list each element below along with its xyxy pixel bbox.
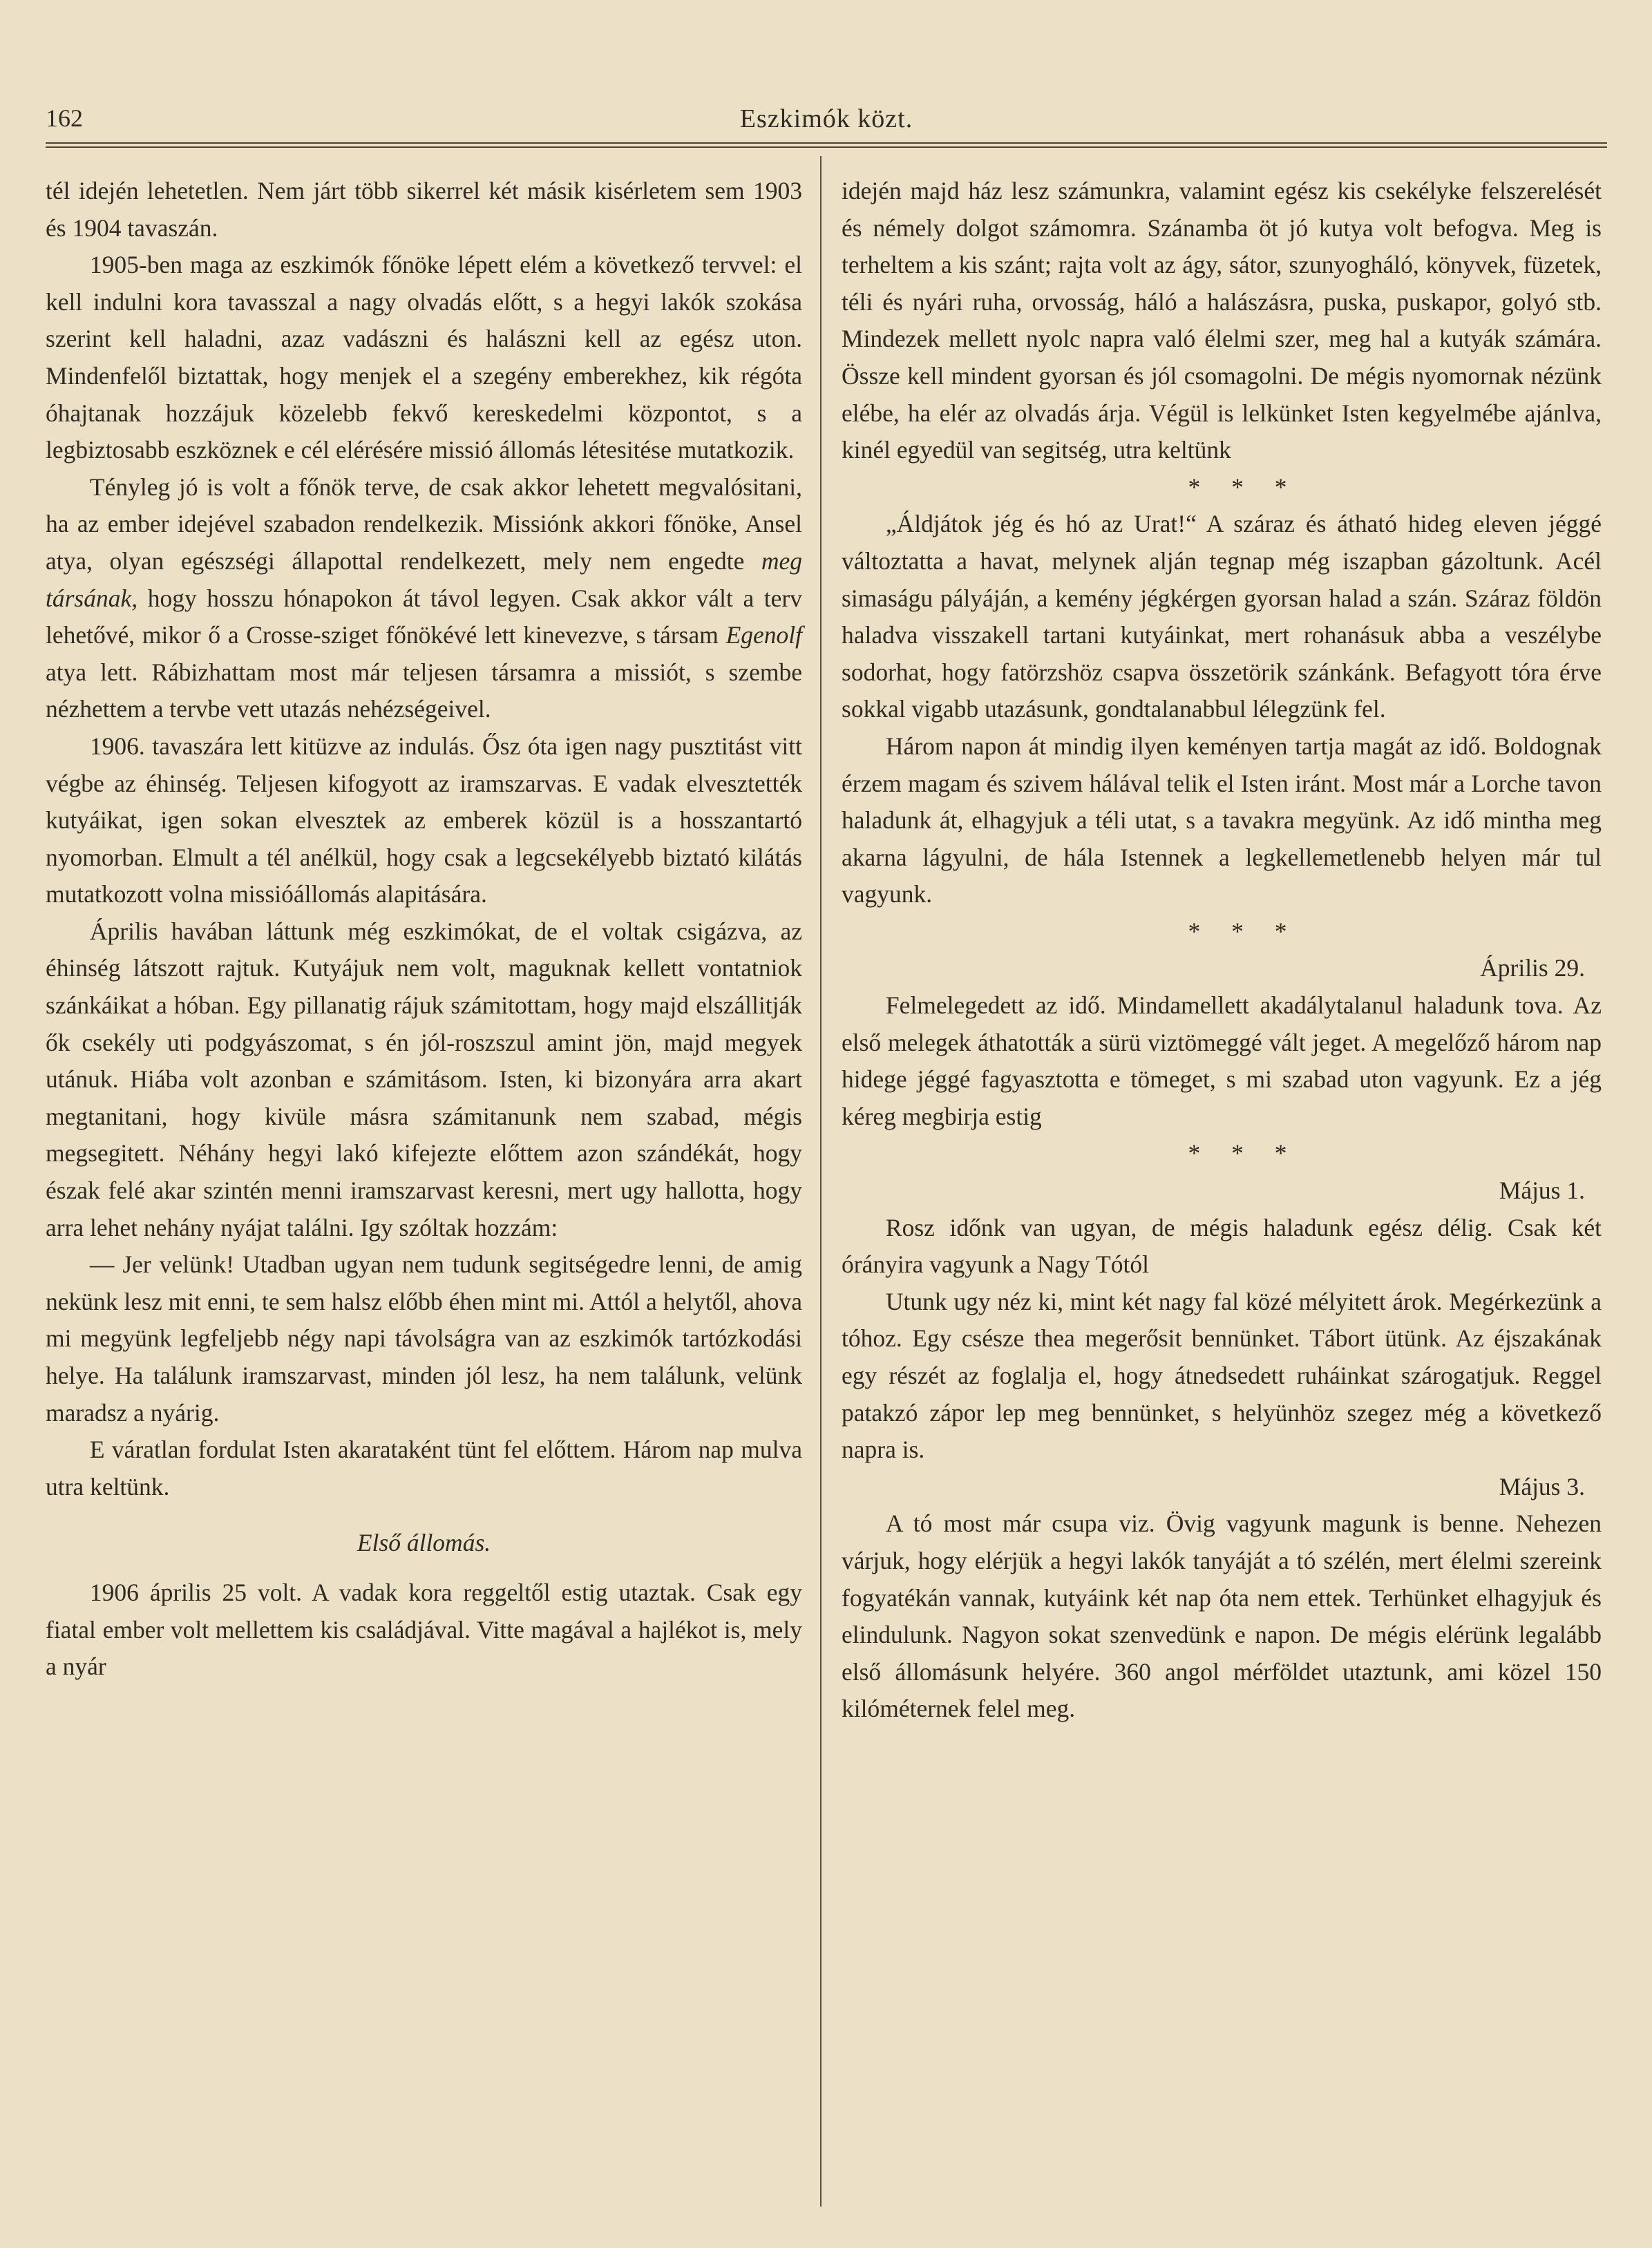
paragraph-text: atya lett. Rábizhattam most már teljesen társamra a missiót, s szembe nézhettem a tervbe vett utazás nehézségeivel. <box>46 658 802 723</box>
paragraph: — Jer velünk! Utadban ugyan nem tudunk segitségedre lenni, de amig nekünk lesz mit enni, te sem halsz előbb éhen mint mi. Attól a helytől, ahova mi megyünk legfeljebb négy napi távolságra van az eszkimók tartózkodási helye. Ha találunk iramszarvast, minden jól lesz, ha nem találunk, velünk maradsz a nyárig. <box>46 1250 802 1427</box>
paragraph: Április havában láttunk még eszkimókat, de el voltak csigázva, az éhinség látszott rajtuk. Kutyájuk nem volt, maguknak kellett vontatniok szánkáikat a hóban. Egy pillanatig rájuk számitottam, hogy majd elszállitják ők csekély uti podgyászomat, s én jól-roszszul amint jön, majd megyek utánuk. Hiába volt azonban e számitásom. Isten, ki bizonyára arra akart megtanitani, hogy kivüle másra számitanunk nem szabad, mégis megsegitett. Néhány hegyi lakó kifejezte előttem azon szándékát, hogy észak felé akar szintén menni iramszarvast keresni, mert ugy hallotta, hogy arra lehet nehány nyájat találni. Igy szóltak hozzám: <box>46 917 802 1241</box>
paragraph: „Áldjátok jég és hó az Urat!“ A száraz és átható hideg eleven jéggé változtatta a havat, melynek alján tegnap még iszapban gázoltunk. Acél simaságu pályáján, a kemény jégkérgen gyorsan halad a szán. Száraz földön haladva visszakell tartani kutyáinkat, mert rohanásuk abba a veszélybe sodorhat, hogy fatörzshöz csapva összetörik szánkánk. Befagyott tóra érve sokkal vigabb utazásunk, gondtalanabbul lélegzünk fel. <box>842 510 1602 723</box>
paragraph: idején majd ház lesz számunkra, valamint egész kis csekélyke felszerelését és némely dolgot számomra. Szánamba öt jó kutya volt befogva. Meg is terheltem a kis szánt; rajta volt az ágy, sátor, szunyogháló, könyvek, füzetek, téli és nyári ruha, orvosság, háló a halászásra, puska, puskapor, golyó stb. Mindezek mellett nyolc napra való élelmi szer, meg hal a kutyák számára. Össze kell mindent gyorsan és jól csomagolni. De mégis nyomornak nézünk elébe, ha elér az olvadás árja. Végül is lelkünket Isten kegyelmébe ajánlva, kinél egyedül van segitség, utra keltünk <box>842 177 1602 464</box>
header-rule-second <box>46 146 1607 148</box>
paragraph-text: hogy hosszu hónapokon át távol legyen. Csak akkor vált a terv lehetővé, mikor ő a Crosse-sziget főnökévé lett kinevezve, s társam <box>46 584 802 649</box>
paragraph: Rosz időnk van ugyan, de mégis haladunk egész délig. Csak két órányira vagyunk a Nagy Tótól <box>842 1213 1602 1279</box>
paragraph: Felmelegedett az idő. Mindamellett akadálytalanul haladunk tova. Az első melegek áthatották a sürü viztömeggé vált jeget. A megelőző három nap hidege jéggé fagyasztotta e tömeget, s mi szabad uton vagyunk. Ez a jég kéreg megbirja estig <box>842 991 1602 1130</box>
section-separator: * * * <box>1188 1139 1300 1168</box>
column-divider <box>820 156 822 2207</box>
page-number: 162 <box>46 104 83 132</box>
header-rule <box>46 142 1607 144</box>
page-header <box>46 104 1607 142</box>
left-column <box>46 173 802 1686</box>
paragraph: 1906. tavaszára lett kitüzve az indulás. Ősz óta igen nagy pusztitást vitt végbe az éhinség. Teljesen kifogyott az iramszarvas. E vadak elvesztették kutyáikat, igen sokan elvesztek az emberek közül is a hosszantartó nyomorban. Elmult a tél anélkül, hogy csak a legcsekélyebb biztató kilátás mutatkozott volna missióállomás alapitására. <box>46 732 802 908</box>
emphasis-text: meg társának, <box>46 546 802 612</box>
paragraph: Három napon át mindig ilyen keményen tartja magát az idő. Boldognak érzem magam és szivem hálával telik el Isten iránt. Most már a Lorche tavon haladunk át, elhagyjuk a téli utat, s a tavakra megyünk. Az idő mintha meg akarna lágyulni, de hála Istennek a legkellemetlenebb helyen már tul vagyunk. <box>842 732 1602 908</box>
paragraph: E váratlan fordulat Isten akarataként tünt fel előttem. Három nap mulva utra keltünk. <box>46 1436 802 1501</box>
section-heading: Első állomás. <box>357 1529 491 1557</box>
running-title: Eszkimók közt. <box>739 104 913 133</box>
paragraph-text: Tényleg jó is volt a főnök terve, de csak akkor lehetett megvalósitani, ha az ember idejével szabadon rendelkezik. Missiónk akkori főnöke, Ansel atya, olyan egészségi állapottal rendelkezett, mely nem engedte <box>46 473 802 575</box>
paragraph: A tó most már csupa viz. Övig vagyunk magunk is benne. Nehezen várjuk, hogy elérjük a hegyi lakók tanyáját a tó szélén, mert élelmi szereink fogyatékán vannak, kutyáink két nap óta nem ettek. Terhünket elhagyjuk és elindulunk. Nagyon sokat szenvedünk e napon. De mégis elérünk legalább első állomásunk helyére. 360 angol mérföldet utaztunk, ami közel 150 kilóméternek felel meg. <box>842 1509 1602 1723</box>
paragraph: 1905-ben maga az eszkimók főnöke lépett elém a következő tervvel: el kell indulni kora tavasszal a nagy olvadás előtt, s a hegyi lakók szokása szerint kell haladni, azaz vadászni és halászni kell az egész uton. Mindenfelől biztattak, hogy menjek el a szegény emberekhez, kik régóta óhajtanak hozzájuk közelebb fekvő kereskedelmi központot, s a legbiztosabb eszköznek e cél elérésére missió állomás létesitése mutatkozik. <box>46 251 802 464</box>
diary-date: Május 1. <box>1499 1177 1585 1205</box>
paragraph: 1906 április 25 volt. A vadak kora reggeltől estig utaztak. Csak egy fiatal ember volt mellettem kis családjával. Vitte magával a hajlékot is, mely a nyár <box>46 1578 802 1681</box>
emphasis-name: Egenolf <box>725 621 802 649</box>
diary-date: Április 29. <box>1480 954 1585 982</box>
right-column <box>842 173 1602 1728</box>
section-separator: * * * <box>1188 473 1300 501</box>
diary-date: Május 3. <box>1499 1472 1585 1501</box>
section-separator: * * * <box>1188 917 1300 945</box>
paragraph: tél idején lehetetlen. Nem járt több sikerrel két másik kisérletem sem 1903 és 1904 tavaszán. <box>46 177 802 242</box>
paragraph: Utunk ugy néz ki, mint két nagy fal közé mélyitett árok. Megérkezünk a tóhoz. Egy csésze thea megerősit bennünket. Tábort ütünk. Az éjszakának egy részét az foglalja el, hogy átnedsedett ruháinkat szárogatjuk. Reggel patakzó zápor lep meg bennünket, s helyünhöz szegez még a következő napra is. <box>842 1287 1602 1464</box>
paragraph <box>46 469 802 728</box>
